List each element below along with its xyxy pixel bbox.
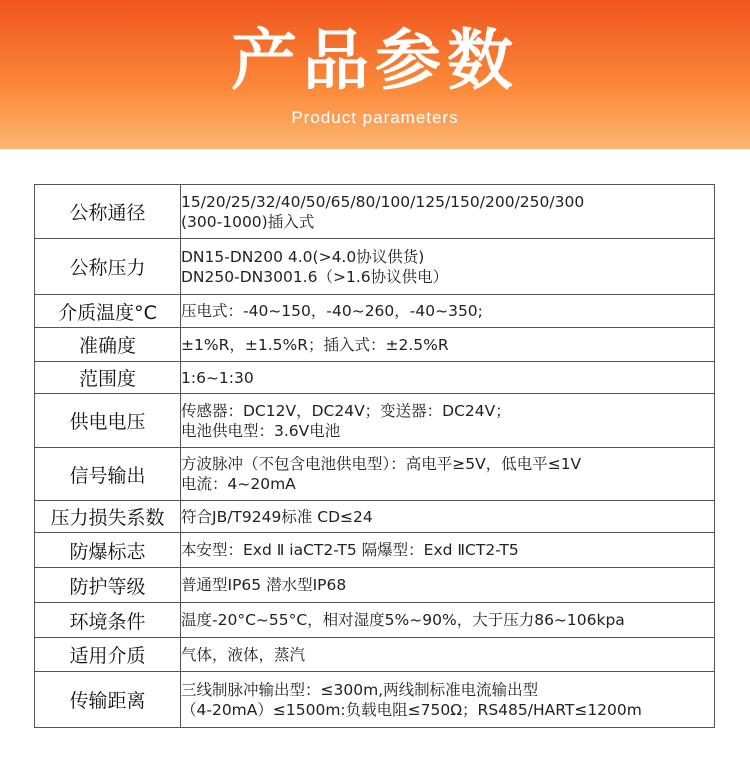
param-value — [181, 501, 715, 533]
table-row — [35, 185, 715, 239]
param-value — [181, 185, 715, 239]
param-label: 环境条件 — [35, 603, 181, 638]
table-row — [35, 295, 715, 328]
parameters-table-body — [35, 185, 715, 728]
param-value-line: 温度-20°C~55°C，相对湿度5%~90%，大于压力86~106kpa — [181, 611, 625, 629]
table-row — [35, 603, 715, 638]
param-value-line: 15/20/25/32/40/50/65/80/100/125/150/200/250/300 — [181, 192, 585, 211]
param-label: 防护等级 — [35, 568, 181, 603]
table-row — [35, 362, 715, 394]
table-row — [35, 394, 715, 448]
parameters-table — [34, 184, 715, 728]
param-value — [181, 603, 715, 638]
table-row — [35, 328, 715, 362]
param-value — [181, 448, 715, 501]
table-row — [35, 239, 715, 295]
param-label: 公称压力 — [35, 239, 181, 295]
header-banner — [0, 0, 750, 149]
param-value — [181, 328, 715, 362]
param-value-line: (300-1000)插入式 — [181, 212, 315, 231]
param-value — [181, 533, 715, 568]
param-label: 信号输出 — [35, 448, 181, 501]
param-value-line: 气体，液体，蒸汽 — [181, 645, 306, 664]
param-label: 传输距离 — [35, 672, 181, 728]
param-value-line: 三线制脉冲输出型：≤300m,两线制标准电流输出型 — [181, 680, 539, 699]
param-value-line: 传感器：DC12V，DC24V；变送器：DC24V； — [181, 401, 511, 420]
param-label: 防爆标志 — [35, 533, 181, 568]
param-value-line: DN15-DN200 4.0(>4.0协议供货) — [181, 247, 425, 266]
param-label: 压力损失系数 — [35, 501, 181, 533]
param-value — [181, 672, 715, 728]
param-value — [181, 394, 715, 448]
table-row — [35, 638, 715, 672]
param-value — [181, 568, 715, 603]
param-label: 适用介质 — [35, 638, 181, 672]
param-value-line: 本安型：Exd Ⅱ iaCT2-T5 隔爆型：Exd ⅡCT2-T5 — [181, 541, 519, 559]
param-label: 准确度 — [35, 328, 181, 362]
param-value — [181, 638, 715, 672]
table-row — [35, 568, 715, 603]
param-value-line: DN250-DN3001.6（>1.6协议供电） — [181, 267, 449, 286]
param-value-line: 普通型IP65 潜水型IP68 — [181, 576, 347, 594]
param-label: 公称通径 — [35, 185, 181, 239]
param-value-line: 压电式：-40~150，-40~260，-40~350; — [181, 302, 483, 320]
param-value-line: 电流：4~20mA — [181, 475, 296, 493]
param-label: 介质温度°C — [35, 295, 181, 328]
table-row — [35, 533, 715, 568]
param-value — [181, 295, 715, 328]
param-value — [181, 239, 715, 295]
param-label: 范围度 — [35, 362, 181, 394]
param-label: 供电电压 — [35, 394, 181, 448]
param-value-line: 方波脉冲（不包含电池供电型）：高电平≥5V，低电平≤1V — [181, 455, 582, 473]
table-row — [35, 448, 715, 501]
param-value — [181, 362, 715, 394]
table-row — [35, 672, 715, 728]
table-row — [35, 501, 715, 533]
param-value-line: （4-20mA）≤1500m:负载电阻≤750Ω；RS485/HART≤1200m — [181, 700, 642, 719]
page-subtitle: Product parameters — [291, 108, 459, 127]
page-title: 产品参数 — [231, 22, 519, 99]
param-value-line: ±1%R，±1.5%R；插入式：±2.5%R — [181, 335, 449, 354]
param-value-line: 符合JB/T9249标准 CD≤24 — [181, 507, 373, 526]
param-value-line: 1:6~1:30 — [181, 368, 254, 387]
param-value-line: 电池供电型：3.6V电池 — [181, 421, 341, 440]
